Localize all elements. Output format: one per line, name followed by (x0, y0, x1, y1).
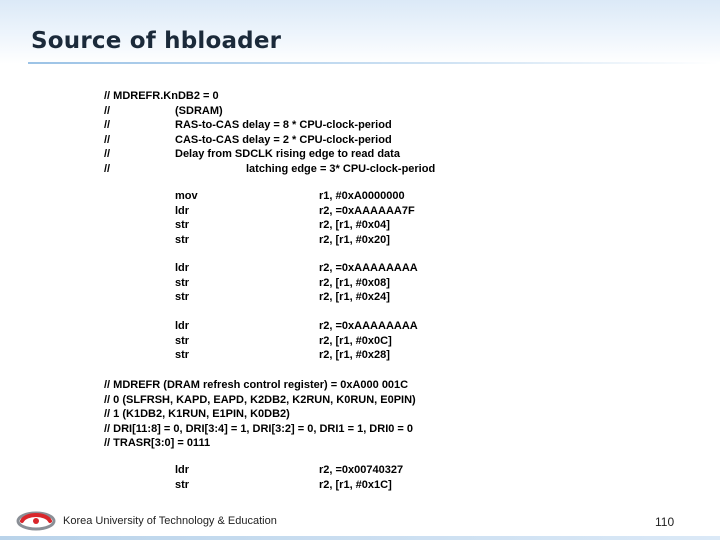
comment-slash: // (104, 148, 111, 160)
comment-text: (SDRAM) (175, 104, 223, 117)
comment-line: // TRASR[3:0] = 0111 (104, 437, 211, 449)
title-underline (28, 62, 720, 64)
comment-line: // 0 (SLFRSH, KAPD, EAPD, K2DB2, K2RUN, K0RUN, E0PIN) (104, 393, 416, 406)
instruction-args: r2, =0xAAAAAAAA (319, 262, 418, 274)
instruction-op: str (175, 219, 190, 231)
instruction-args: r2, =0xAAAAAAAA (319, 320, 418, 332)
comment-line: // DRI[11:8] = 0, DRI[3:4] = 1, DRI[3:2] = 0, DRI1 = 1, DRI0 = 0 (104, 422, 414, 435)
instruction-op: str (175, 478, 190, 491)
instruction-args: r2, =0xAAAAAA7F (319, 204, 415, 217)
comment-line: // MDREFR (DRAM refresh control register) = 0xA000 001C (104, 379, 409, 391)
comment-slash: // (104, 133, 111, 146)
instruction-op: str (175, 291, 190, 303)
comment-line: // 1 (K1DB2, K1RUN, E1PIN, K0DB2) (104, 408, 290, 420)
instruction-args: r2, [r1, #0x24] (319, 291, 390, 303)
comment-text: RAS-to-CAS delay = 8 * CPU-clock-period (175, 119, 392, 131)
instruction-op: mov (175, 190, 198, 202)
comment-slash: // (104, 162, 111, 175)
instruction-op: ldr (175, 320, 190, 332)
comment-slash: // (104, 119, 111, 131)
instruction-args: r2, [r1, #0x04] (319, 219, 390, 231)
comment-text: latching edge = 3* CPU-clock-period (246, 162, 436, 175)
comment-text: CAS-to-CAS delay = 2 * CPU-clock-period (175, 133, 392, 146)
comment-line: // MDREFR.KnDB2 = 0 (104, 90, 219, 102)
instruction-op: ldr (175, 262, 190, 274)
instruction-args: r2, [r1, #0x08] (319, 276, 390, 289)
instruction-op: ldr (175, 204, 190, 217)
page-number: 110 (655, 515, 675, 529)
instruction-args: r1, #0xA0000000 (319, 190, 405, 202)
instruction-args: r2, [r1, #0x28] (319, 349, 390, 361)
instruction-op: str (175, 276, 190, 289)
instruction-args: r2, [r1, #0x0C] (319, 334, 392, 347)
footer-bar (0, 536, 720, 540)
instruction-op: str (175, 233, 190, 246)
footer-institution: Korea University of Technology & Education (63, 515, 277, 527)
instruction-op: ldr (175, 464, 190, 476)
instruction-args: r2, [r1, #0x1C] (319, 478, 392, 491)
instruction-op: str (175, 349, 190, 361)
instruction-args: r2, [r1, #0x20] (319, 233, 390, 246)
university-logo-icon (16, 510, 56, 532)
page-title: Source of hbloader (31, 28, 282, 54)
instruction-op: str (175, 334, 190, 347)
instruction-args: r2, =0x00740327 (319, 464, 404, 476)
comment-slash: // (104, 104, 111, 117)
comment-text: Delay from SDCLK rising edge to read data (175, 148, 400, 160)
